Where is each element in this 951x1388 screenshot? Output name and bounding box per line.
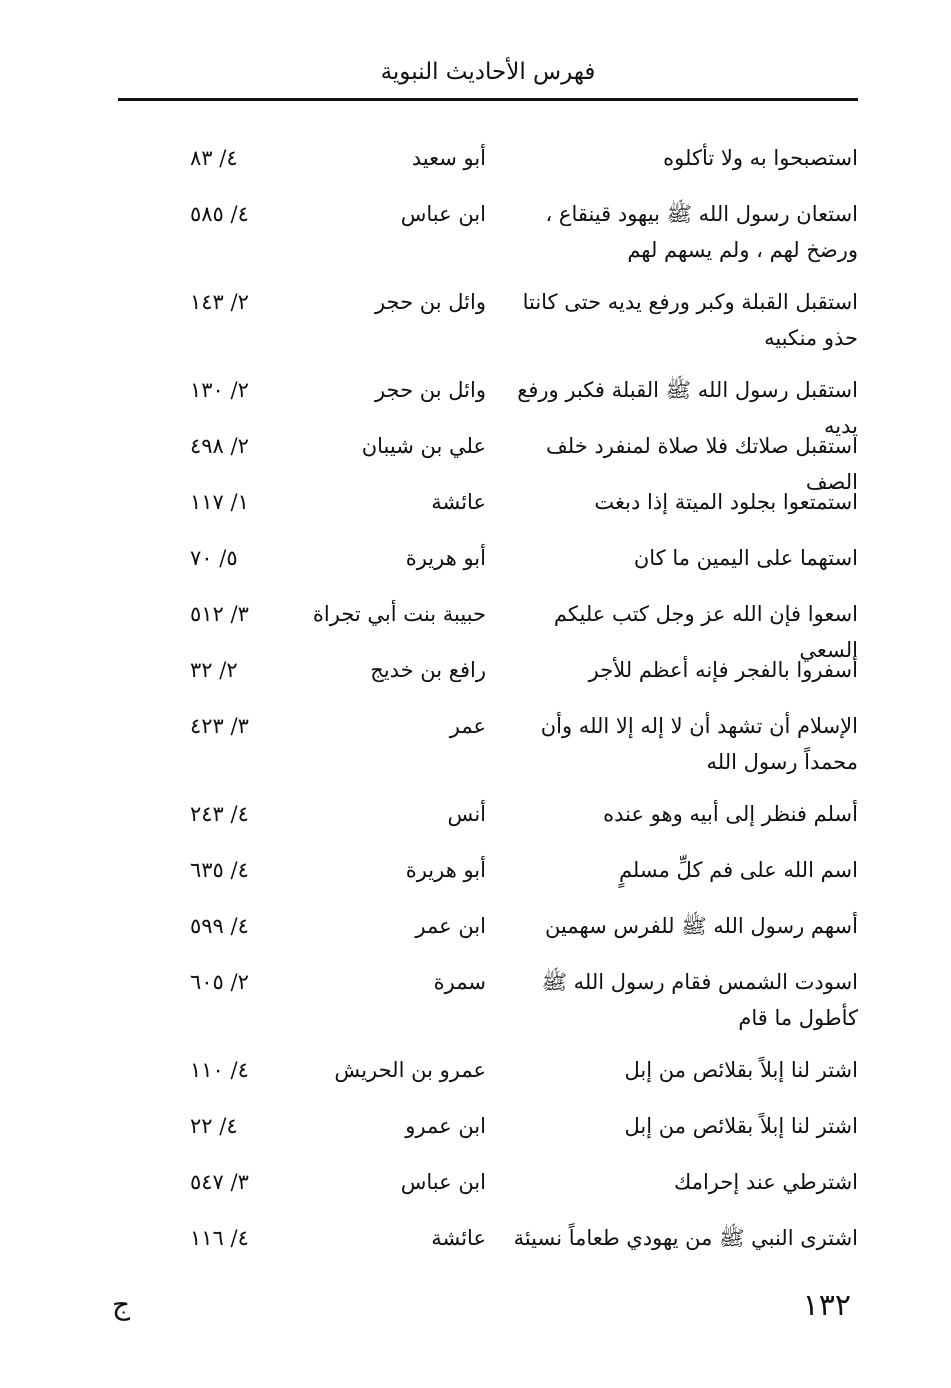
volume-page-ref: ٤/ ٨٣: [190, 146, 238, 170]
narrator-name: أبو سعيد: [411, 146, 486, 170]
volume-page-ref: ٢/ ٣٢: [190, 658, 238, 682]
index-entry: [118, 652, 858, 708]
hadith-text: استقبل صلاتك فلا صلاة لمنفرد خلف الصف: [546, 434, 858, 494]
volume-page-ref: ٤/ ١١٠: [190, 1058, 249, 1082]
narrator-name: علي بن شيبان: [361, 434, 486, 458]
narrator-name: عمرو بن الحريش: [334, 1058, 486, 1082]
narrator-name: حبيبة بنت أبي تجراة: [312, 602, 486, 626]
volume-page-ref: ١/ ١١٧: [190, 490, 249, 514]
volume-page-ref: ٣/ ٥١٢: [190, 602, 249, 626]
hadith-text: استهما على اليمين ما كان: [633, 546, 858, 570]
index-entry: [118, 596, 858, 662]
volume-page-ref: ٢/ ٤٩٨: [190, 434, 249, 458]
narrator-name: وائل بن حجر: [374, 290, 486, 314]
volume-page-ref: ٤/ ٥٨٥: [190, 202, 249, 226]
narrator-name: سمرة: [433, 970, 486, 994]
hadith-text: اشترطي عند إحرامك: [674, 1170, 858, 1194]
hadith-text: اسم الله على فم كلِّ مسلمٍ: [618, 858, 858, 882]
volume-page-ref: ٤/ ٥٩٩: [190, 914, 249, 938]
hadith-text: الإسلام أن تشهد أن لا إله إلا الله وأن محمداً رسول الله: [540, 714, 858, 774]
hadith-text: استمتعوا بجلود الميتة إذا دبغت: [594, 490, 858, 514]
index-entry: [118, 484, 858, 540]
hadith-text: أسفروا بالفجر فإنه أعظم للأجر: [588, 658, 858, 682]
hadith-index-list: [118, 140, 858, 1276]
index-entry: [118, 140, 858, 196]
index-entry: [118, 1220, 858, 1276]
index-entry: [118, 852, 858, 908]
narrator-name: عائشة: [431, 1226, 486, 1250]
volume-page-ref: ٤/ ١١٦: [190, 1226, 249, 1250]
volume-page-ref: ٤/ ٦٣٥: [190, 858, 249, 882]
hadith-text: اشتر لنا إبلاً بقلائص من إبل: [624, 1058, 858, 1082]
index-entry: [118, 1108, 858, 1164]
index-entry: [118, 196, 858, 284]
index-entry: [118, 708, 858, 796]
hadith-text: استقبل رسول الله ﷺ القبلة فكبر ورفع يديه: [517, 378, 858, 438]
hadith-text: استعان رسول الله ﷺ بيهود قينقاع ، ورضخ لهم ، ولم يسهم لهم: [545, 202, 858, 262]
index-entry: [118, 540, 858, 596]
narrator-name: وائل بن حجر: [374, 378, 486, 402]
volume-page-ref: ٢/ ١٣٠: [190, 378, 249, 402]
narrator-name: أنس: [447, 802, 486, 826]
narrator-name: ابن عمرو: [405, 1114, 486, 1138]
narrator-name: ابن عباس: [400, 202, 486, 226]
hadith-text: استصبحوا به ولا تأكلوه: [663, 146, 858, 170]
volume-page-ref: ٤/ ٢٤٣: [190, 802, 249, 826]
page-title: فهرس الأحاديث النبوية: [380, 59, 596, 85]
index-entry: [118, 964, 858, 1052]
narrator-name: رافع بن خديج: [370, 658, 486, 682]
narrator-name: عائشة: [431, 490, 486, 514]
hadith-text: اسعوا فإن الله عز وجل كتب عليكم السعي: [553, 602, 858, 662]
page-number: ١٣٢: [802, 1288, 851, 1323]
narrator-name: ابن عمر: [415, 914, 486, 938]
hadith-text: أسلم فنظر إلى أبيه وهو عنده: [603, 802, 858, 826]
index-entry: [118, 796, 858, 852]
page-header: [118, 52, 858, 101]
index-entry: [118, 1052, 858, 1108]
volume-page-ref: ٣/ ٤٢٣: [190, 714, 249, 738]
narrator-name: عمر: [449, 714, 486, 738]
narrator-name: أبو هريرة: [405, 858, 486, 882]
hadith-text: اشترى النبي ﷺ من يهودي طعاماً نسيئة: [513, 1226, 858, 1250]
volume-page-ref: ٢/ ١٤٣: [190, 290, 249, 314]
index-entry: [118, 284, 858, 372]
hadith-text: اسودت الشمس فقام رسول الله ﷺ كأطول ما قام: [541, 970, 858, 1030]
volume-page-ref: ٢/ ٦٠٥: [190, 970, 249, 994]
hadith-text: اشتر لنا إبلاً بقلائص من إبل: [624, 1114, 858, 1138]
volume-page-ref: ٤/ ٢٢: [190, 1114, 238, 1138]
index-entry: [118, 372, 858, 438]
index-entry: [118, 908, 858, 964]
hadith-text: استقبل القبلة وكبر ورفع يديه حتى كانتا حذو منكبيه: [522, 290, 858, 350]
signature-mark: ج: [112, 1288, 131, 1321]
index-entry: [118, 1164, 858, 1220]
narrator-name: ابن عباس: [400, 1170, 486, 1194]
volume-page-ref: ٣/ ٥٤٧: [190, 1170, 249, 1194]
volume-page-ref: ٥/ ٧٠: [190, 546, 238, 570]
hadith-text: أسهم رسول الله ﷺ للفرس سهمين: [544, 914, 858, 938]
narrator-name: أبو هريرة: [405, 546, 486, 570]
index-entry: [118, 428, 858, 494]
